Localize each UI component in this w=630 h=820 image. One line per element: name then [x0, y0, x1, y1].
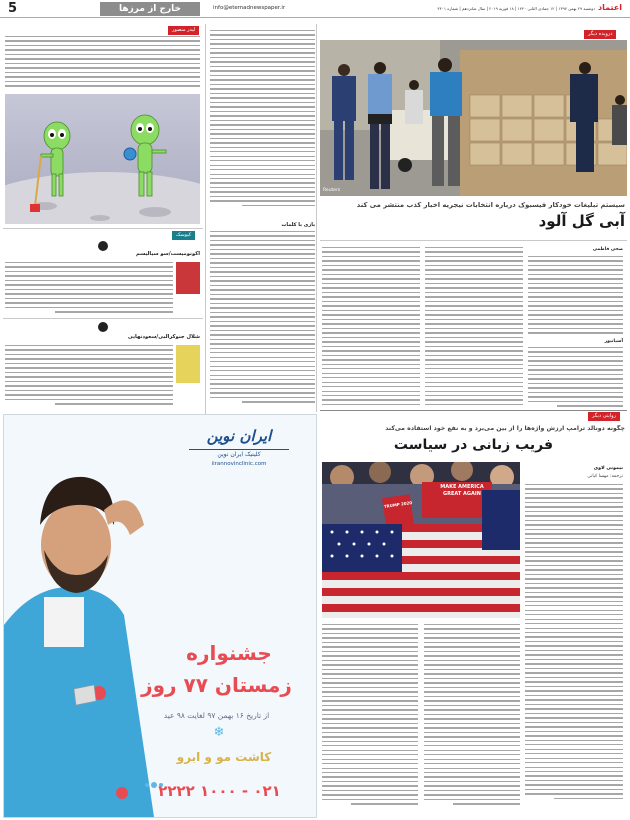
top-story-col-1b [528, 347, 623, 407]
second-story-tag: روایتی دیگر [588, 412, 620, 421]
sign-trump: TRUMP 2020 [383, 500, 413, 509]
section-title: خارج از مرزها [118, 4, 182, 14]
book1-title: اکونومیست/سو سیالیسم [136, 251, 200, 257]
top-story-col-3 [322, 247, 420, 407]
middle-col-top [210, 30, 315, 210]
alien-moon-scene [5, 94, 200, 224]
snowflake-icon: ❄ [213, 725, 225, 740]
world-brief-tag: لیدر منصور [168, 26, 199, 35]
phone-icon [116, 787, 128, 799]
book1-badge [98, 241, 108, 251]
top-story-tag: درویده دیگر [584, 30, 616, 39]
second-story-kicker: چگونه دونالد ترامپ ارزش واژه‌ها را از بین می‌برد و به نفع خود استفاده می‌کند [385, 425, 625, 432]
left-brief-text [5, 36, 200, 88]
clinic-ad[interactable] [3, 414, 317, 818]
book1-cover [176, 262, 200, 294]
photo-credit: Reuters [323, 188, 341, 193]
middle-col-bottom [210, 231, 315, 407]
soldiers-photo [320, 40, 627, 196]
column-title: یازی با کلمات [281, 222, 315, 228]
ad-festival-subtitle: زمستان ۷۷ روز [141, 673, 292, 697]
book2-text [5, 345, 173, 405]
ad-festival-title: جشنواره [186, 641, 272, 665]
sign-maga: MAKE AMERICA GREAT AGAIN [440, 484, 484, 497]
top-story-subauthor: آسیانیوز [604, 339, 623, 344]
book2-title: شلال جنوکرالبی/سعودنهایی [127, 334, 200, 340]
book1-text [5, 262, 173, 314]
top-story-col-2 [425, 247, 523, 407]
top-story-photo [320, 40, 627, 196]
ad-dates: از تاریخ ۱۶ بهمن ۹۷ لغایت ۹۸ عید [163, 711, 270, 720]
aliens-illustration [5, 94, 200, 224]
top-story-headline: آبی گل آلود [538, 212, 625, 230]
second-story-col-2 [424, 624, 520, 814]
trump-rally-photo [322, 462, 520, 618]
ad-brand-logo: ایران نوین [189, 423, 289, 450]
ad-url[interactable]: iirannovinclinic.com [211, 461, 267, 467]
ad-service: کاشت مو و ابرو [176, 750, 272, 764]
book2-badge [98, 322, 108, 332]
second-story-headline: فریب زبانی در سیاست [393, 437, 554, 453]
ad-brand-sub: کلینیک ایران نوین [217, 451, 261, 458]
book2-cover [176, 345, 200, 383]
second-story-col-1 [525, 484, 623, 814]
second-story-translator: ترجمه: مهسا کیانی [587, 474, 623, 479]
top-story-author: ضحی قاطمی [592, 247, 623, 252]
second-story-col-3 [322, 624, 418, 814]
ad-phone[interactable]: ۰۲۱ - ۱۰۰۰ ۲۲۲۲ [158, 782, 281, 800]
photo-caption: سیستم تبلیغات خودکار فیسبوک درباره انتخابات نیجریه اخبار کذب منتشر می کند [356, 201, 625, 209]
dateline: دوشنبه ۲۹ بهمن ۱۳۹۷ | ۱۲ جمادی الثانی ۱۴۴۰ | ۱۸ فوریه ۲۰۱۹ | سال شانزدهم | شماره ۴۳۰۱ [437, 6, 595, 11]
second-story-author: نیمونی لاوی [593, 466, 623, 471]
email-link[interactable]: info@etemadnewspaper.ir [213, 5, 286, 11]
book-section-tag: کیوسک [172, 231, 195, 240]
page-number: 5 [8, 1, 18, 16]
top-story-col-1 [528, 256, 623, 336]
newspaper-logo: اعتماد [598, 3, 622, 12]
